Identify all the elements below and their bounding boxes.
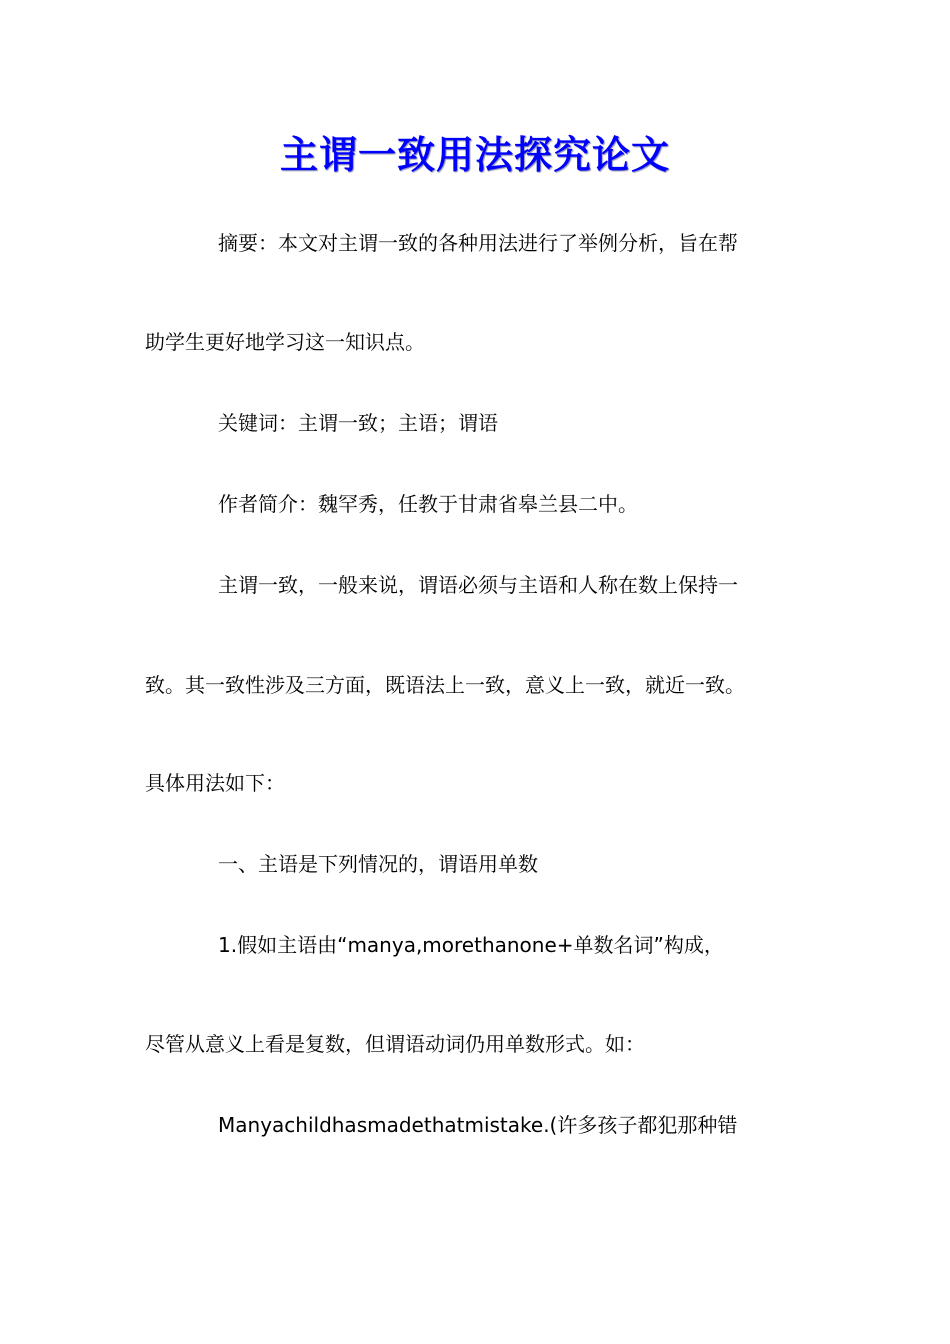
rule-1-line-2: 尽管从意义上看是复数，但谓语动词仍用单数形式。如： [145,1032,645,1056]
body-line-3: 具体用法如下： [145,771,285,795]
keywords-line: 关键词：主谓一致；主语；谓语 [218,411,498,435]
abstract-line-1: 摘要：本文对主谓一致的各种用法进行了举例分析，旨在帮 [218,231,738,255]
body-line-2: 致。其一致性涉及三方面，既语法上一致，意义上一致，就近一致。 [145,673,745,697]
author-line: 作者简介：魏罕秀，任教于甘肃省皋兰县二中。 [218,492,638,516]
document-title: 主谓一致用法探究论文 [279,132,670,177]
example-line-1: Manyachildhasmadethatmistake.(许多孩子都犯那种错 [218,1113,738,1137]
section-heading-1: 一、主语是下列情况的，谓语用单数 [218,852,538,876]
abstract-line-2: 助学生更好地学习这一知识点。 [145,330,425,354]
body-line-1: 主谓一致，一般来说，谓语必须与主语和人称在数上保持一 [218,573,738,597]
rule-1-line-1: 1.假如主语由“manya,morethanone+单数名词”构成， [218,933,724,957]
